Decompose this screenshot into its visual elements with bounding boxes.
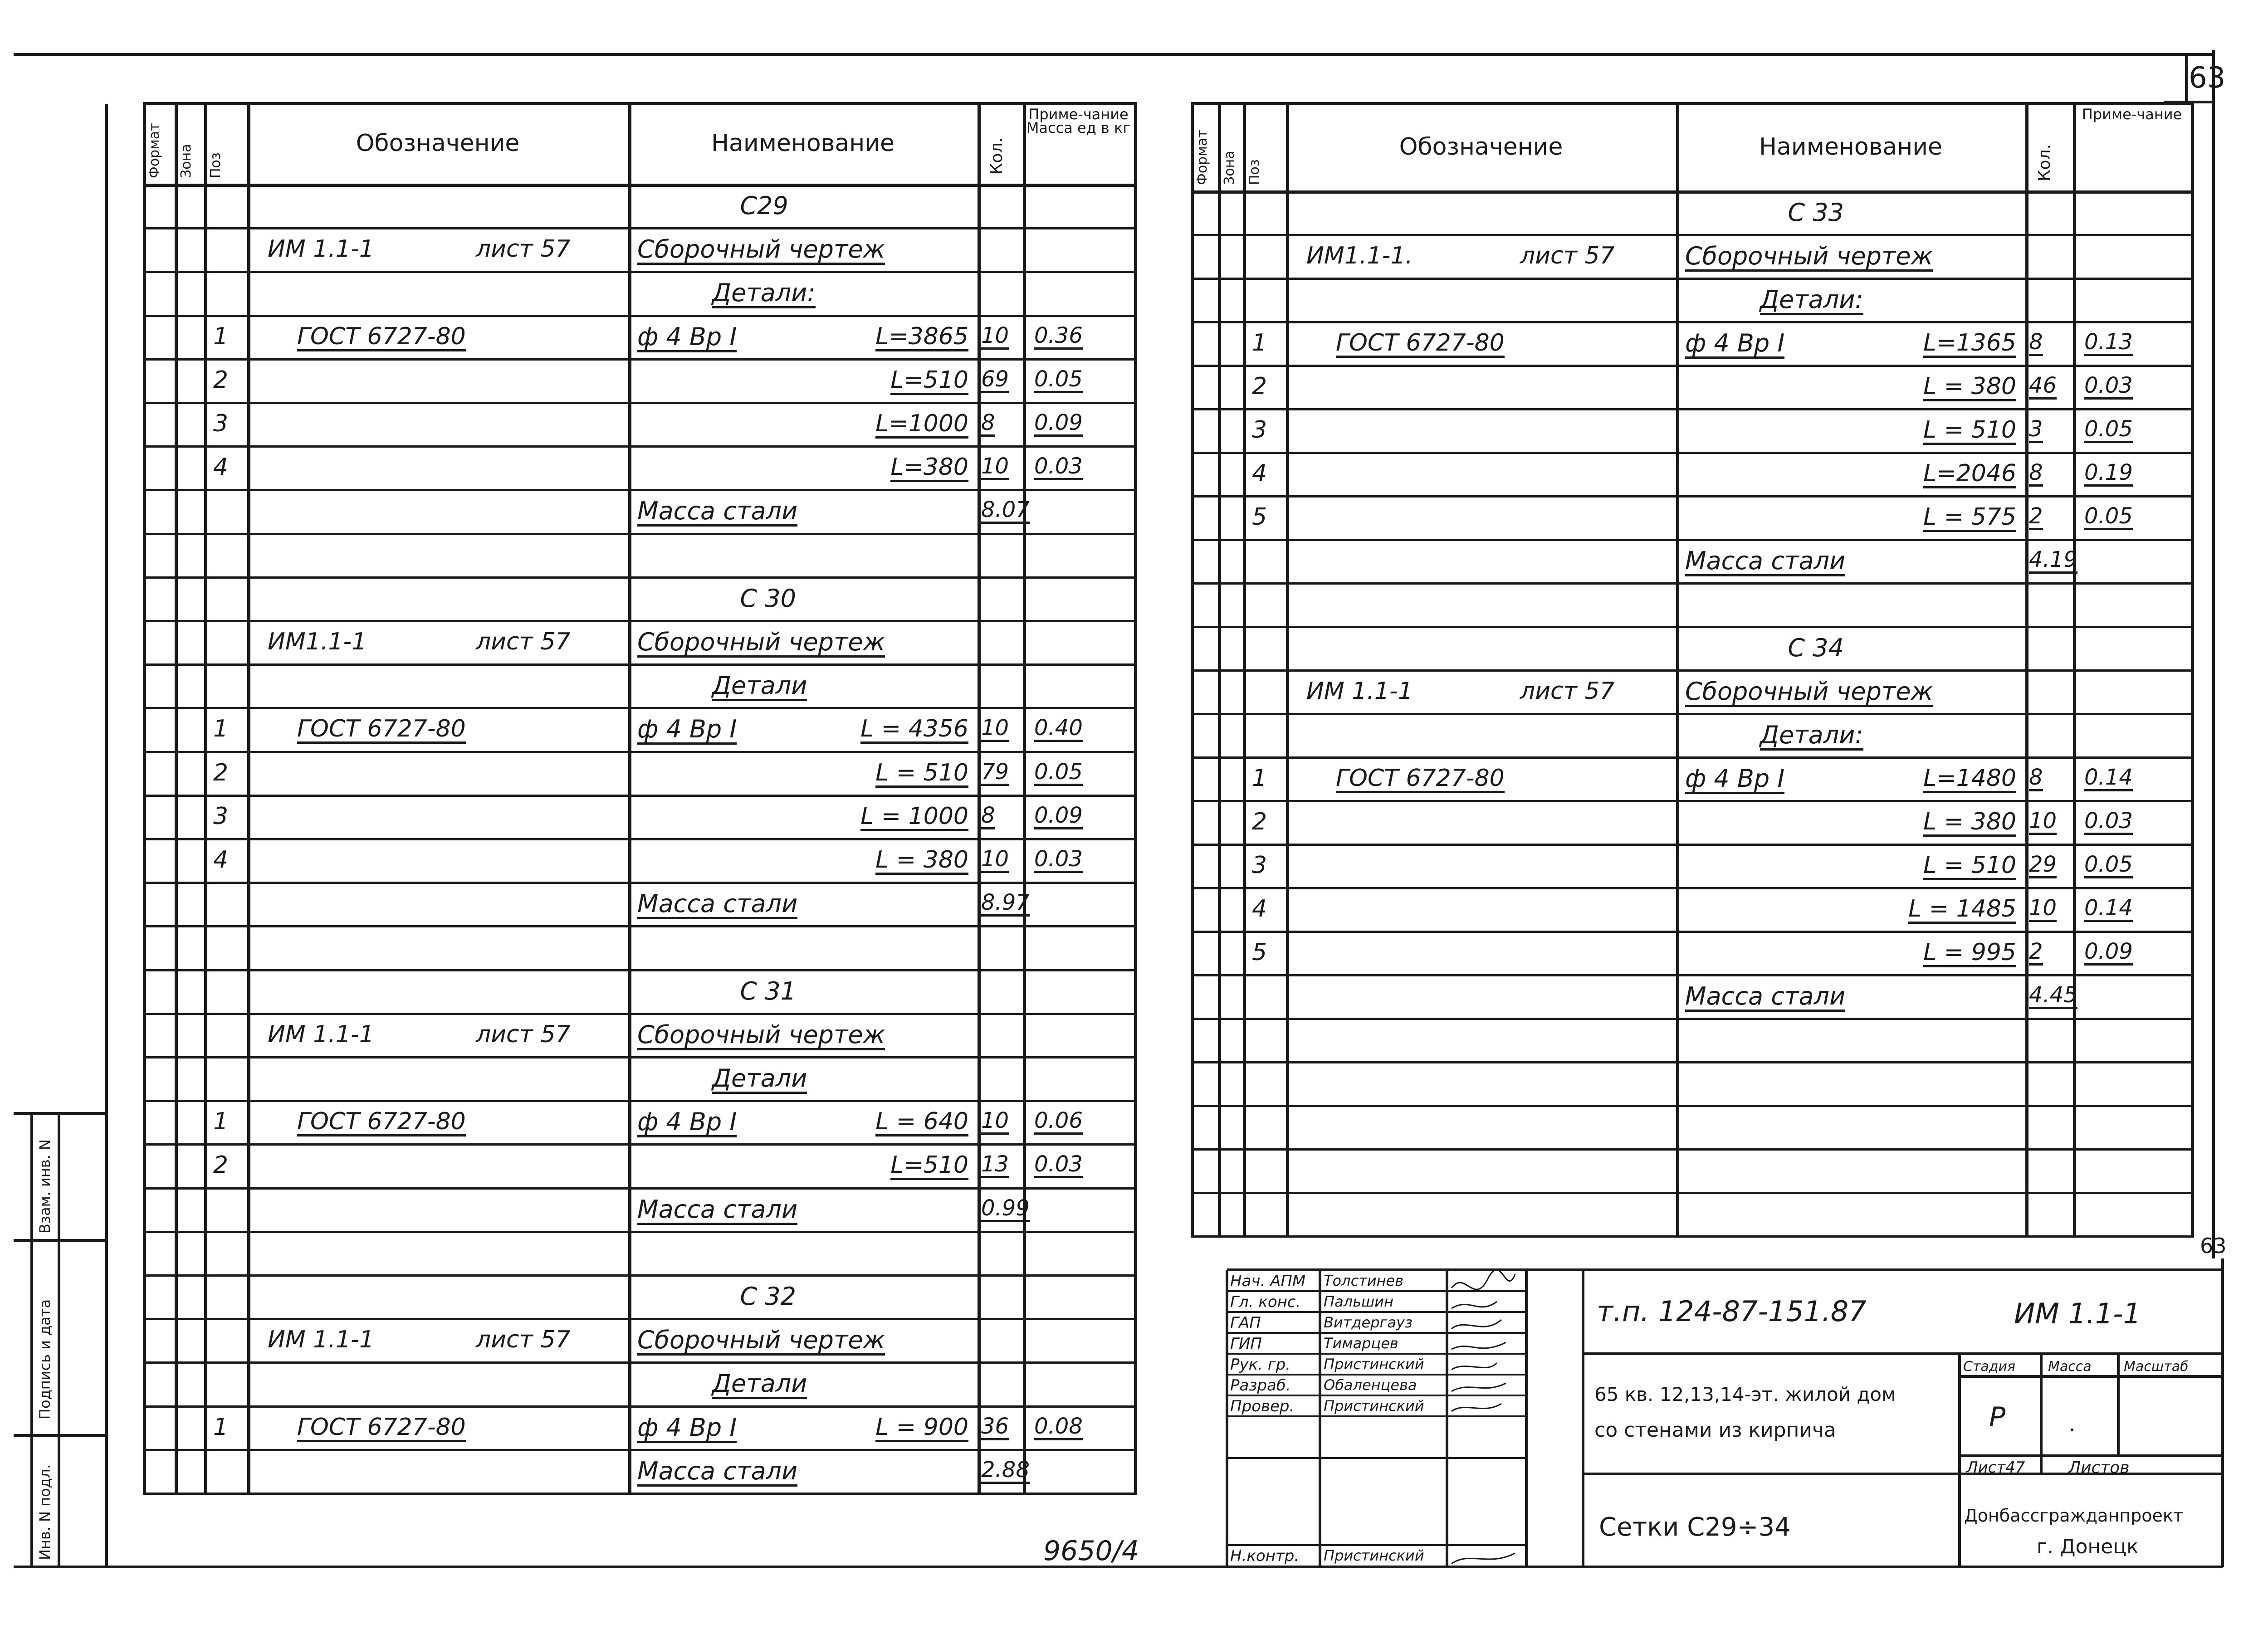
right-table-length-cell: L=2046 — [1923, 462, 2016, 488]
left-table-note-cell: 0.36 — [1034, 325, 1083, 350]
left-table-qty-cell: 69 — [981, 368, 1009, 393]
left-table-name-cell: ф 4 Вр I — [637, 325, 737, 352]
left-table-pos-cell: 3 — [213, 802, 229, 830]
sheet-value: 47 — [2005, 1458, 2025, 1477]
left-table-length-cell: L=380 — [890, 455, 968, 482]
right-table-length-cell: L=1480 — [1923, 766, 2016, 793]
left-table-sheet-cell: лист 57 — [476, 1020, 571, 1048]
left-table-name-cell: Сборочный чертеж — [637, 1328, 885, 1356]
right-table-note-cell: 0.19 — [2084, 462, 2133, 487]
left-table-designation-cell: ГОСТ 6727-80 — [297, 1110, 466, 1136]
left-table-pos-cell: 2 — [213, 1151, 229, 1179]
inventory-mark: 9650/4 — [1043, 1535, 1139, 1567]
drawing-title: Сетки С29÷34 — [1599, 1512, 1791, 1542]
right-table-pos-cell: 4 — [1252, 895, 1267, 922]
left-table-sheet-cell: лист 57 — [476, 628, 571, 655]
right-table-qty-cell: 10 — [2029, 897, 2057, 922]
left-table-sheet-cell: лист 57 — [476, 235, 571, 263]
title-role-name: Тимарцев — [1324, 1335, 1398, 1352]
left-table-note-cell: 0.06 — [1034, 1110, 1083, 1135]
right-table-qty-cell: 4.45 — [2029, 984, 2077, 1009]
left-table-header-pos: Поз — [208, 152, 224, 178]
left-table-header-qty: Кол. — [987, 137, 1006, 175]
right-table-header-zone: Зона — [1222, 151, 1237, 185]
title-role-label: Гл. конс. — [1230, 1293, 1301, 1311]
title-role-name: Обаленцева — [1324, 1376, 1417, 1394]
sheets-label: Листов — [2068, 1458, 2130, 1477]
side-stamp-sign-date: Подпись и дата — [36, 1299, 54, 1419]
left-table-length-cell: L = 4356 — [860, 717, 968, 744]
left-table-name-cell: С 30 — [740, 584, 796, 613]
left-table-qty-cell: 8.07 — [981, 499, 1030, 524]
left-table-note-cell: 0.03 — [1034, 848, 1083, 873]
right-table-qty-cell: 4.19 — [2029, 549, 2077, 574]
left-table-name-cell: С29 — [740, 191, 788, 220]
right-table-note-cell: 0.05 — [2084, 854, 2133, 878]
right-table-name-cell: С 34 — [1788, 634, 1844, 662]
right-table-note-cell: 0.03 — [2084, 375, 2133, 400]
doc-code: ИМ 1.1-1 — [2014, 1297, 2141, 1330]
left-table-length-cell: L=3865 — [875, 325, 968, 351]
description-line2: со стенами из кирпича — [1594, 1419, 1836, 1442]
right-table-name-cell: ф 4 Вр I — [1685, 766, 1784, 794]
left-table-length-cell: L = 640 — [875, 1110, 968, 1136]
right-table-header-note: Приме-чание — [2082, 106, 2182, 123]
right-table-sheet-cell: лист 57 — [1520, 242, 1615, 269]
stage-label: Стадия — [1963, 1359, 2016, 1375]
left-table-length-cell: L = 510 — [875, 761, 968, 788]
title-role-name: Пристинский — [1324, 1397, 1424, 1415]
page-number: 63 — [2189, 61, 2226, 95]
title-role-label: ГАП — [1230, 1314, 1261, 1332]
left-table-name-cell: Сборочный чертеж — [637, 237, 885, 265]
right-table-note-cell: 0.05 — [2084, 505, 2133, 530]
left-table-qty-cell: 10 — [981, 455, 1009, 480]
right-table-qty-cell: 3 — [2029, 418, 2043, 443]
title-role-name: Толстинев — [1324, 1272, 1404, 1289]
right-table-name-cell: Сборочный чертеж — [1685, 244, 1933, 272]
left-table-qty-cell: 8 — [981, 805, 995, 829]
left-table-header-format: Формат — [147, 123, 162, 178]
left-table-name-cell: Детали — [712, 673, 807, 701]
left-table-name-cell: Детали — [712, 1371, 807, 1399]
left-table-header-designation: Обозначение — [356, 130, 520, 157]
right-table-length-cell: L = 510 — [1923, 418, 2016, 445]
description-line1: 65 кв. 12,13,14-эт. жилой дом — [1594, 1383, 1896, 1405]
left-table-header-note: Приме-чание Масса ед в кг — [1026, 106, 1131, 137]
right-table-designation-cell: ИМ1.1-1. — [1306, 242, 1413, 269]
right-table-length-cell: L = 1485 — [1908, 897, 2016, 924]
right-table-designation-cell: ГОСТ 6727-80 — [1336, 331, 1505, 358]
mass-value: . — [2068, 1410, 2076, 1437]
left-table-pos-cell: 4 — [213, 454, 229, 481]
left-table-header-zone: Зона — [178, 144, 194, 178]
left-table-name-cell: ф 4 Вр I — [637, 717, 737, 745]
right-table-name-cell: Масса стали — [1685, 984, 1845, 1012]
title-role-label: ГИП — [1230, 1335, 1262, 1353]
left-table-pos-cell: 1 — [213, 1413, 229, 1441]
right-corner-mark: 63 — [2200, 1234, 2227, 1258]
right-table-qty-cell: 46 — [2029, 375, 2057, 400]
right-table-qty-cell: 8 — [2029, 766, 2043, 791]
right-table-note-cell: 0.09 — [2084, 941, 2133, 966]
right-table-pos-cell: 4 — [1252, 460, 1267, 487]
right-table-name-cell: С 33 — [1788, 198, 1844, 227]
title-role-label: Разраб. — [1230, 1376, 1291, 1395]
right-table-qty-cell: 2 — [2029, 941, 2043, 966]
right-table-note-cell: 0.03 — [2084, 810, 2133, 835]
left-table-designation-cell: ИМ 1.1-1 — [268, 1020, 374, 1048]
side-stamp-inv-orig: Инв. N подл. — [36, 1464, 54, 1560]
left-table-header-name: Наименование — [711, 130, 895, 157]
right-table-qty-cell: 29 — [2029, 854, 2057, 878]
left-table-length-cell: L = 1000 — [860, 805, 968, 831]
right-table-name-cell: Масса стали — [1685, 549, 1845, 576]
left-table-note-cell: 0.09 — [1034, 805, 1083, 829]
right-table-header-qty: Кол. — [2035, 144, 2054, 181]
left-table-name-cell: Сборочный чертеж — [637, 630, 885, 658]
title-role-label: Н.контр. — [1230, 1547, 1300, 1565]
right-table-length-cell: L = 995 — [1923, 941, 2016, 967]
right-table-name-cell: ф 4 Вр I — [1685, 331, 1784, 359]
right-table-qty-cell: 8 — [2029, 331, 2043, 356]
left-table-qty-cell: 8.97 — [981, 892, 1030, 917]
left-table-qty-cell: 79 — [981, 761, 1009, 786]
right-table-pos-cell: 1 — [1252, 765, 1267, 792]
left-table-name-cell: Сборочный чертеж — [637, 1023, 885, 1050]
left-table-name-cell: Масса стали — [637, 892, 797, 919]
right-table-note-cell: 0.14 — [2084, 766, 2133, 791]
left-table-sheet-cell: лист 57 — [476, 1326, 571, 1354]
right-table-sheet-cell: лист 57 — [1520, 678, 1615, 705]
left-table-length-cell: L=510 — [890, 368, 968, 395]
left-table-pos-cell: 2 — [213, 759, 229, 786]
left-table-designation-cell: ИМ 1.1-1 — [268, 1326, 374, 1354]
title-role-name: Витдергауз — [1324, 1314, 1413, 1331]
title-role-name: Пальшин — [1324, 1293, 1393, 1310]
left-table-designation-cell: ГОСТ 6727-80 — [297, 325, 466, 351]
left-table-name-cell: Масса стали — [637, 499, 797, 527]
left-table-note-cell: 0.08 — [1034, 1415, 1083, 1440]
right-table-length-cell: L = 380 — [1923, 375, 2016, 401]
right-table-length-cell: L = 380 — [1923, 810, 2016, 837]
mass-label: Масса — [2048, 1359, 2092, 1375]
right-table-pos-cell: 3 — [1252, 416, 1267, 444]
organization-line2: г. Донецк — [2037, 1535, 2139, 1558]
right-table-name-cell: Сборочный чертеж — [1685, 679, 1933, 707]
title-role-name: Пристинский — [1324, 1547, 1424, 1564]
left-table-designation-cell: ГОСТ 6727-80 — [297, 717, 466, 744]
left-table-name-cell: ф 4 Вр I — [637, 1415, 737, 1443]
left-table-pos-cell: 1 — [213, 1108, 229, 1136]
scale-label: Масштаб — [2124, 1359, 2189, 1375]
project-code: т.п. 124-87-151.87 — [1597, 1295, 1867, 1328]
left-table-length-cell: L = 380 — [875, 848, 968, 875]
right-table-length-cell: L=1365 — [1923, 331, 2016, 358]
left-table-note-cell: 0.03 — [1034, 455, 1083, 480]
left-table-qty-cell: 10 — [981, 717, 1009, 742]
left-table-name-cell: С 32 — [740, 1282, 796, 1311]
left-table-name-cell: Масса стали — [637, 1459, 797, 1487]
left-table-name-cell: Масса стали — [637, 1197, 797, 1225]
left-table-length-cell: L=1000 — [875, 412, 968, 439]
side-stamp-replace-inv: Взам. инв. N — [36, 1139, 54, 1234]
sheet-label-text: Лист — [1966, 1458, 2006, 1477]
left-table-designation-cell: ИМ 1.1-1 — [268, 235, 374, 263]
right-table-pos-cell: 3 — [1252, 852, 1267, 879]
left-table-note-cell: 0.09 — [1034, 412, 1083, 437]
left-table-qty-cell: 10 — [981, 1110, 1009, 1135]
left-table-qty-cell: 10 — [981, 848, 1009, 873]
left-table-length-cell: L = 900 — [875, 1415, 968, 1442]
left-table-note-cell: 0.05 — [1034, 761, 1083, 786]
stage-value: Р — [1989, 1401, 2006, 1433]
left-table-qty-cell: 2.88 — [981, 1459, 1030, 1484]
right-table-name-cell: Детали: — [1760, 288, 1863, 315]
left-table-pos-cell: 4 — [213, 846, 229, 873]
left-table-qty-cell: 0.99 — [981, 1197, 1030, 1222]
right-table-length-cell: L = 510 — [1923, 854, 2016, 880]
right-table-pos-cell: 1 — [1252, 329, 1267, 356]
left-table-pos-cell: 1 — [213, 322, 229, 350]
right-table-designation-cell: ГОСТ 6727-80 — [1336, 766, 1505, 793]
left-table-designation-cell: ГОСТ 6727-80 — [297, 1415, 466, 1442]
left-table-pos-cell: 3 — [213, 410, 229, 437]
right-table-pos-cell: 5 — [1252, 939, 1267, 966]
right-table-name-cell: Детали: — [1760, 723, 1863, 751]
left-table-qty-cell: 8 — [981, 412, 995, 437]
left-table-length-cell: L=510 — [890, 1153, 968, 1180]
left-table-note-cell: 0.05 — [1034, 368, 1083, 393]
right-table-qty-cell: 8 — [2029, 462, 2043, 487]
right-table-length-cell: L = 575 — [1923, 505, 2016, 532]
right-table-pos-cell: 2 — [1252, 808, 1267, 835]
left-table-name-cell: Детали: — [712, 281, 816, 308]
right-table-note-cell: 0.13 — [2084, 331, 2133, 356]
left-table-qty-cell: 13 — [981, 1153, 1009, 1178]
right-table-qty-cell: 10 — [2029, 810, 2057, 835]
left-table-pos-cell: 2 — [213, 366, 229, 394]
left-table-pos-cell: 1 — [213, 715, 229, 743]
title-role-name: Пристинский — [1324, 1356, 1424, 1373]
right-table-pos-cell: 2 — [1252, 373, 1267, 400]
title-role-label: Провер. — [1230, 1397, 1295, 1415]
left-table-designation-cell: ИМ1.1-1 — [268, 628, 367, 655]
right-table-note-cell: 0.14 — [2084, 897, 2133, 922]
right-table-header-designation: Обозначение — [1399, 133, 1563, 161]
right-table-header-format: Формат — [1194, 130, 1210, 185]
left-table-note-cell: 0.03 — [1034, 1153, 1083, 1178]
left-table-qty-cell: 10 — [981, 325, 1009, 350]
left-table-name-cell: ф 4 Вр I — [637, 1110, 737, 1137]
right-table-header-name: Наименование — [1759, 133, 1943, 161]
title-role-label: Рук. гр. — [1230, 1356, 1291, 1374]
left-table-name-cell: С 31 — [740, 976, 796, 1005]
left-table-name-cell: Детали — [712, 1066, 807, 1094]
right-table-header-pos: Поз — [1246, 159, 1262, 185]
right-table-designation-cell: ИМ 1.1-1 — [1306, 678, 1413, 705]
organization-line1: Донбассгражданпроект — [1964, 1506, 2183, 1526]
left-table-qty-cell: 36 — [981, 1415, 1009, 1440]
right-table-note-cell: 0.05 — [2084, 418, 2133, 443]
right-table-qty-cell: 2 — [2029, 505, 2043, 530]
right-table-pos-cell: 5 — [1252, 503, 1267, 531]
left-table-note-cell: 0.40 — [1034, 717, 1083, 742]
title-role-label: Нач. АПМ — [1230, 1272, 1306, 1290]
